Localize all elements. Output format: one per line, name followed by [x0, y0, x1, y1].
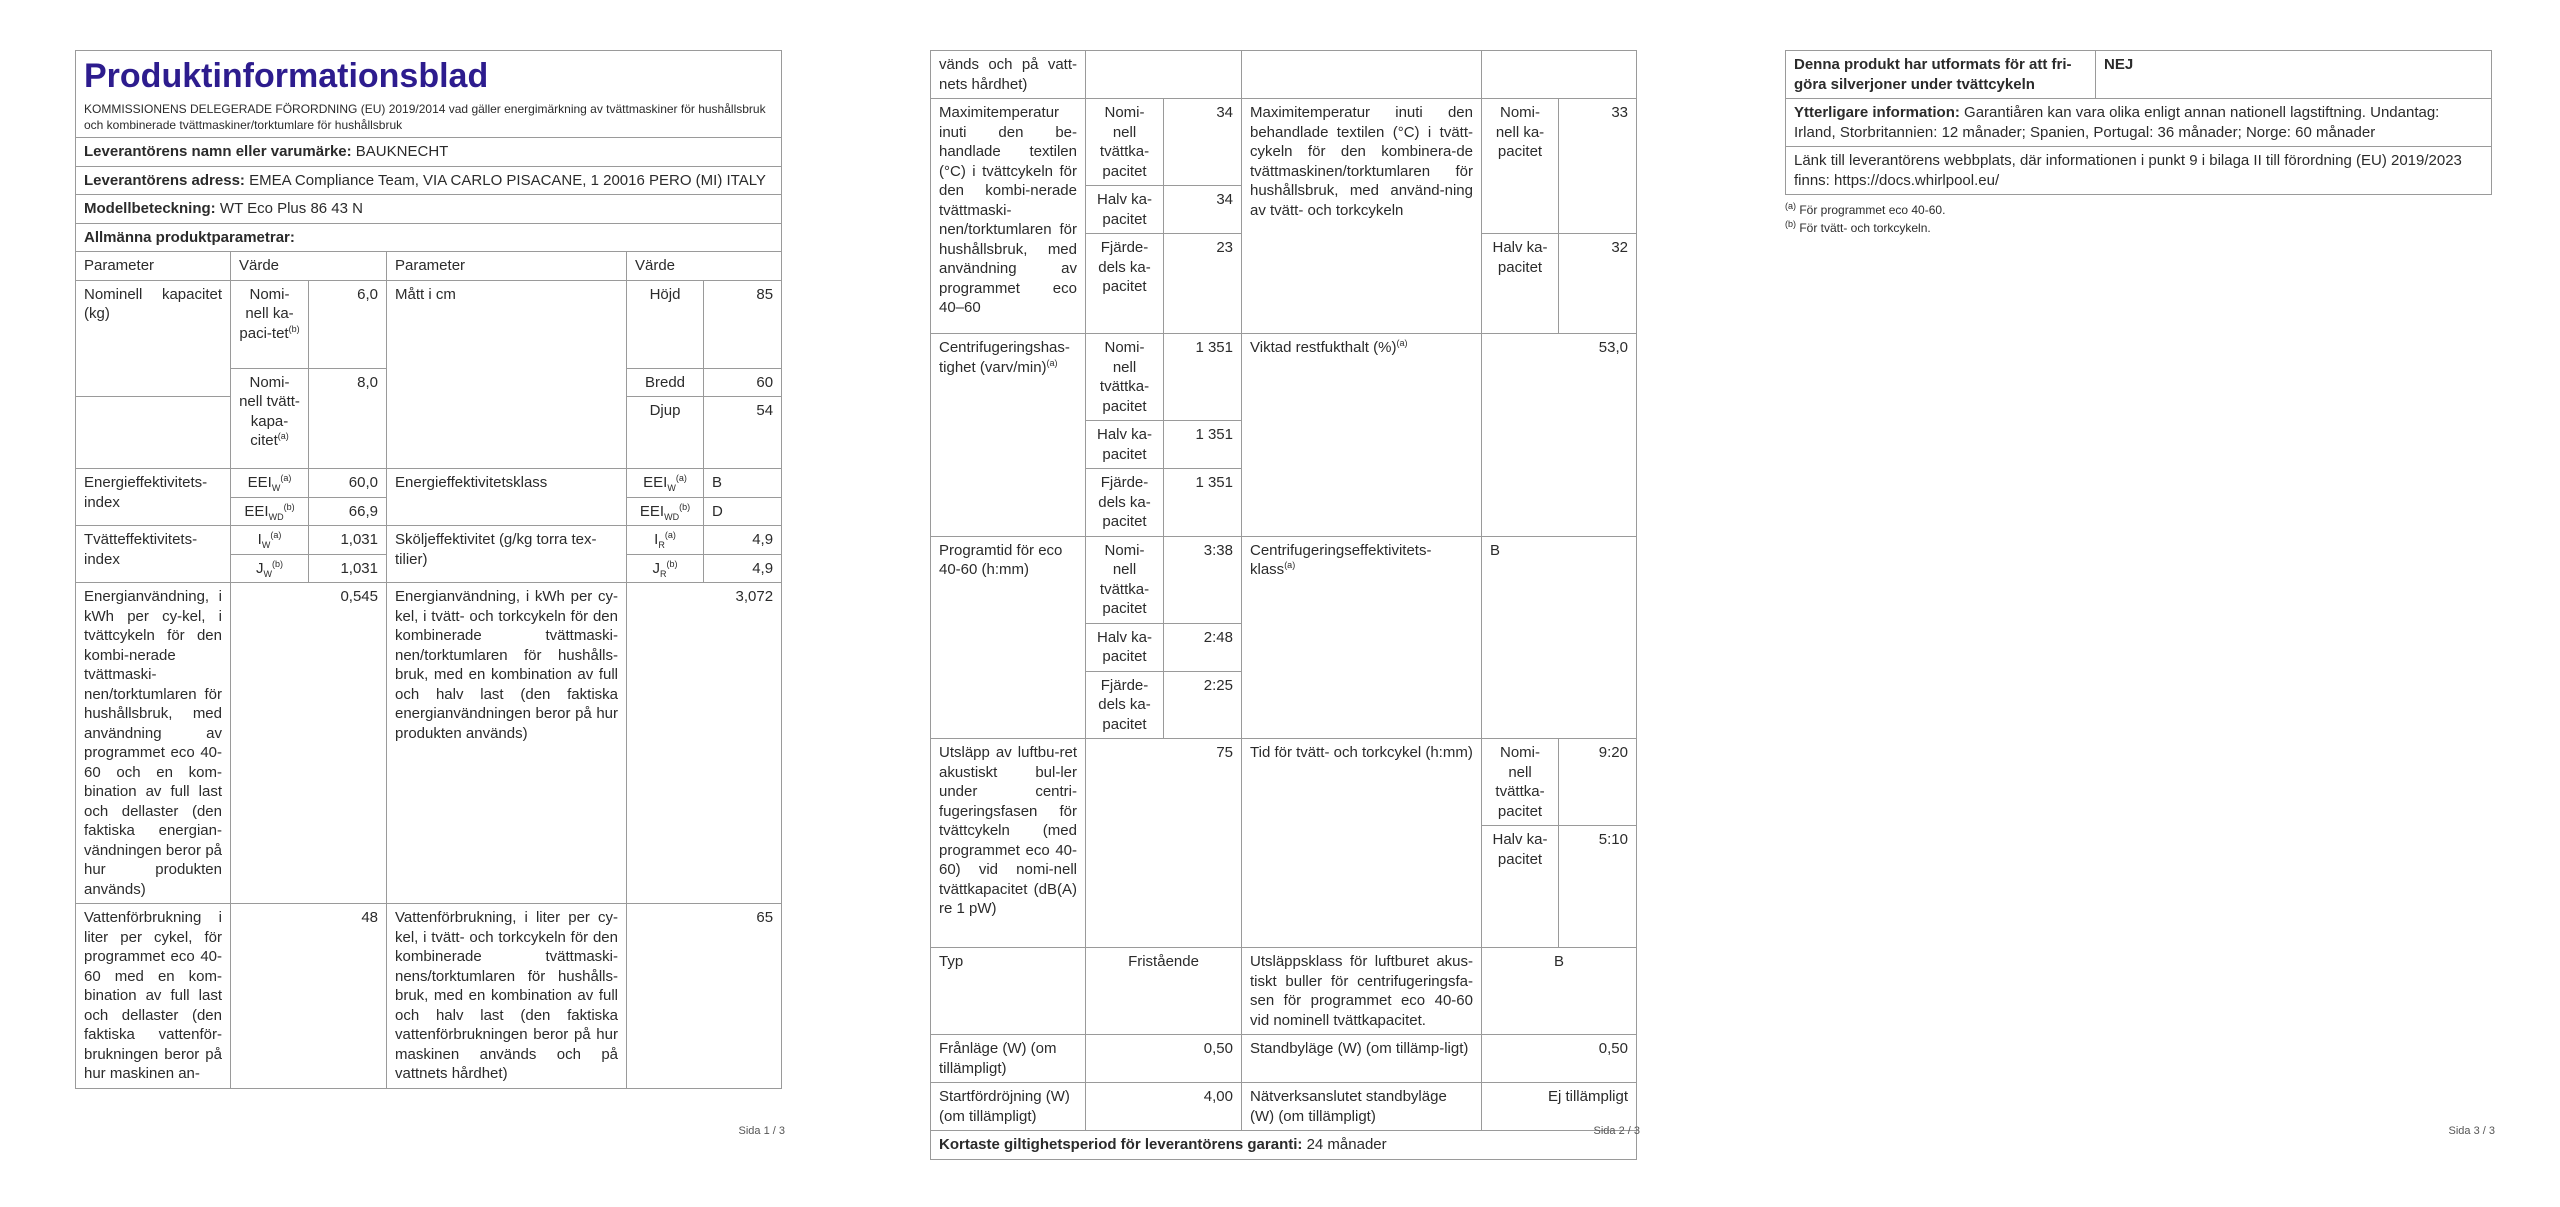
col-header-param-2: Parameter — [387, 252, 627, 281]
footnote-a: $^{(a)}$ För programmet eco 40-60. — [1785, 201, 1946, 217]
duration-label: Programtid för eco 40-60 (h:mm) — [931, 536, 1086, 739]
extra-info-label: Ytterligare information: — [1794, 104, 1960, 121]
delay-start-value: 4,00 — [1086, 1083, 1242, 1131]
height-value: 85 — [704, 280, 782, 368]
network-standby-label: Nätverksanslutet standbyläge (W) (om tillämpligt) — [1242, 1083, 1482, 1131]
col-header-value: Värde — [231, 252, 387, 281]
nominal-wash-capacity-label: Nomi-nell tvätt-kapa-citet$^{(a)}$ — [231, 368, 309, 469]
off-mode-value: 0,50 — [1086, 1035, 1242, 1083]
eei-wd-value: 66,9 — [309, 497, 387, 526]
maxtemp-quarter-label: Fjärde-dels ka-pacitet — [1086, 234, 1164, 334]
warranty-value: 24 månader — [1306, 1136, 1387, 1153]
energy-combined-label: Energianvändning, i kWh per cy-kel, i tvätt- och torkcykeln för den kombinerade tvättmaski-nen/torktumlaren för hushålls-bruk, med en kombination av full och halv last (den faktiska energianvändningen beror på hur produkten används) — [387, 583, 627, 904]
duration-nominal-label: Nomi-nell tvättka-pacitet — [1086, 536, 1164, 623]
product-info-table-page-2 — [930, 50, 1637, 1160]
model-row — [76, 195, 782, 224]
supplier-link-row — [1786, 147, 2492, 195]
water-combined-cont — [1242, 51, 1482, 99]
rinse-label: Sköljeffektivitet (g/kg torra tex-tilier) — [387, 526, 627, 583]
nominal-capacity-value: 6,0 — [309, 280, 387, 368]
page-2 — [930, 0, 1640, 1207]
eei-class-wd-label: $EEI_{WD}^{(b)}$ — [627, 497, 704, 526]
general-params-heading: Allmänna produktparametrar: — [76, 223, 782, 252]
page-number-2: Sida 2 / 3 — [1593, 1125, 1640, 1137]
spin-half-value: 1 351 — [1164, 421, 1242, 469]
maxtemp-nominal-value: 34 — [1164, 99, 1242, 186]
iw-label: $I_W^{(a)}$ — [231, 526, 309, 555]
eei-w-value: 60,0 — [309, 469, 387, 498]
noise-class-label: Utsläppsklass för luftburet akus-tiskt buller för centrifugeringsfa-sen för programmet eco 40-60 vid nominell tvättkapacitet. — [1242, 948, 1482, 1035]
maxtemp-combined-nominal-label: Nomi-nell ka-pacitet — [1482, 99, 1559, 234]
duration-quarter-label: Fjärde-dels ka-pacitet — [1086, 671, 1164, 739]
delay-start-label: Startfördröjning (W) (om tillämpligt) — [931, 1083, 1086, 1131]
cycle-time-nominal-label: Nomi-nell tvättka-pacitet — [1482, 739, 1559, 826]
eei-class-wd-value: D — [704, 497, 782, 526]
network-standby-value: Ej tillämpligt — [1482, 1083, 1637, 1131]
maxtemp-combined-half-label: Halv ka-pacitet — [1482, 234, 1559, 334]
footnotes — [1785, 201, 2495, 237]
cycle-time-half-value: 5:10 — [1559, 826, 1637, 948]
eei-label: Energieffektivitets-index — [76, 469, 231, 526]
water-combined-value: 65 — [627, 904, 782, 1089]
maxtemp-combined-nominal-value: 33 — [1559, 99, 1637, 234]
supplier-label: Leverantörens namn eller varumärke: — [84, 143, 352, 160]
maxtemp-combined-label: Maximitemperatur inuti den behandlade textilen (°C) i tvätt-cykeln för den kombinera-de tvättmaskinen/torktumlaren för hushållsbruk, med använd-ning av tvätt- och torkcykeln — [1242, 99, 1482, 334]
depth-label: Djup — [627, 397, 704, 469]
col-header-value-2: Värde — [627, 252, 782, 281]
silver-ions-value: NEJ — [2096, 51, 2492, 99]
maxtemp-quarter-value: 23 — [1164, 234, 1242, 334]
extra-info-row — [1786, 99, 2492, 147]
cycle-time-half-label: Halv ka-pacitet — [1482, 826, 1559, 948]
spin-label: Centrifugeringshas-tighet (varv/min)$^{(a)}$ — [931, 334, 1086, 537]
spin-class-value: B — [1482, 536, 1637, 739]
moisture-label: Viktad restfukthalt (%)$^{(a)}$ — [1242, 334, 1482, 537]
dimensions-label: Mått i cm — [387, 280, 627, 469]
regulation-text: KOMMISSIONENS DELEGERADE FÖRORDNING (EU) 2019/2014 vad gäller energimärkning av tvättmaskiner för hushållsbruk och kombinerade tvättmaskiner/torktumlare för hushållsbruk — [84, 102, 766, 132]
water-combined-value-cont — [1482, 51, 1637, 99]
jw-label: $J_W^{(b)}$ — [231, 554, 309, 583]
address-row — [76, 166, 782, 195]
page-1 — [75, 0, 785, 1207]
standby-value: 0,50 — [1482, 1035, 1637, 1083]
jr-value: 4,9 — [704, 554, 782, 583]
off-mode-label: Frånläge (W) (om tillämpligt) — [931, 1035, 1086, 1083]
col-header-param: Parameter — [76, 252, 231, 281]
spin-quarter-label: Fjärde-dels ka-pacitet — [1086, 469, 1164, 537]
maxtemp-half-value: 34 — [1164, 186, 1242, 234]
supplier-value: BAUKNECHT — [355, 143, 449, 160]
water-wash-value: 48 — [231, 904, 387, 1089]
water-value-cont — [1086, 51, 1242, 99]
ir-value: 4,9 — [704, 526, 782, 555]
type-value: Fristående — [1086, 948, 1242, 1035]
energy-combined-value: 3,072 — [627, 583, 782, 904]
duration-nominal-value: 3:38 — [1164, 536, 1242, 623]
water-combined-label: Vattenförbrukning, i liter per cy-kel, i tvätt- och torkcykeln för den kombinerade tvättmaski-nens/torktumlaren för hushålls-bruk, med en kombination av full och halv last (den faktiska vattenförbrukningen beror på hur maskinen används och på vattnets hårdhet) — [387, 904, 627, 1089]
duration-half-value: 2:48 — [1164, 623, 1242, 671]
warranty-label: Kortaste giltighetsperiod för leverantörens garanti: — [939, 1136, 1303, 1153]
maxtemp-half-label: Halv ka-pacitet — [1086, 186, 1164, 234]
model-label: Modellbeteckning: — [84, 200, 216, 217]
eei-class-w-value: B — [704, 469, 782, 498]
eei-wd-label: $EEI_{WD}^{(b)}$ — [231, 497, 309, 526]
product-info-table-page-3 — [1785, 50, 2492, 195]
silver-ions-label: Denna produkt har utformats för att fri-göra silverjoner under tvättcykeln — [1786, 51, 2096, 99]
page-3 — [1785, 0, 2495, 1207]
spin-nominal-value: 1 351 — [1164, 334, 1242, 421]
width-label: Bredd — [627, 368, 704, 397]
eei-w-label: $EEI_W^{(a)}$ — [231, 469, 309, 498]
water-wash-label: Vattenförbrukning i liter per cykel, för programmet eco 40-60 med en kom-bination av full last och dellaster (den faktiska vattenför-brukningen beror på hur maskinen an- — [76, 904, 231, 1089]
height-label: Höjd — [627, 280, 704, 368]
maxtemp-combined-half-value: 32 — [1559, 234, 1637, 334]
width-value: 60 — [704, 368, 782, 397]
maxtemp-nominal-label: Nomi-nell tvättka-pacitet — [1086, 99, 1164, 186]
footnote-b: $^{(b)}$ För tvätt- och torkcykeln. — [1785, 219, 1931, 235]
model-value: WT Eco Plus 86 43 N — [219, 200, 363, 217]
warranty-row — [931, 1131, 1637, 1160]
address-label: Leverantörens adress: — [84, 171, 245, 189]
noise-value: 75 — [1086, 739, 1242, 948]
header-cell — [76, 51, 782, 138]
spin-class-label: Centrifugeringseffektivitets-klass$^{(a)}$ — [1242, 536, 1482, 739]
water-label-cont: vänds och på vatt-nets hårdhet) — [931, 51, 1086, 99]
spin-nominal-label: Nomi-nell tvättka-pacitet — [1086, 334, 1164, 421]
energy-wash-label: Energianvändning, i kWh per cy-kel, i tvättcykeln för den kombi-nerade tvättmaski-nen/torktumlaren för hushållsbruk, med användning av programmet eco 40-60 och en kom-bination av full last och dellaster (den faktiska energian-vändningen beror på hur produkten används) — [76, 583, 231, 904]
noise-label: Utsläpp av luftbu-ret akustiskt bul-ler under centri-fugeringsfasen för tvättcykeln (med programmet eco 40-60) vid nomi-nell tvättkapacitet (dB(A) re 1 pW) — [931, 739, 1086, 948]
supplier-row — [76, 138, 782, 167]
ir-label: $I_R^{(a)}$ — [627, 526, 704, 555]
energy-wash-value: 0,545 — [231, 583, 387, 904]
capacity-label: Nominell kapacitet (kg) — [76, 280, 231, 397]
nominal-wash-capacity-value: 8,0 — [309, 368, 387, 469]
cycle-time-nominal-value: 9:20 — [1559, 739, 1637, 826]
noise-class-value: B — [1482, 948, 1637, 1035]
jr-label: $J_R^{(b)}$ — [627, 554, 704, 583]
page-number-3: Sida 3 / 3 — [2448, 1125, 2495, 1137]
nominal-capacity-label: Nomi-nell ka-paci-tet$^{(b)}$ — [231, 280, 309, 368]
duration-half-label: Halv ka-pacitet — [1086, 623, 1164, 671]
jw-value: 1,031 — [309, 554, 387, 583]
eei-class-w-label: $EEI_W^{(a)}$ — [627, 469, 704, 498]
address-value: EMEA Compliance Team, VIA CARLO PISACANE, 1 20016 PERO (MI) ITALY — [249, 171, 766, 189]
moisture-value: 53,0 — [1482, 334, 1637, 537]
type-label: Typ — [931, 948, 1086, 1035]
iw-value: 1,031 — [309, 526, 387, 555]
depth-value: 54 — [704, 397, 782, 469]
wash-eff-label: Tvätteffektivitets-index — [76, 526, 231, 583]
duration-quarter-value: 2:25 — [1164, 671, 1242, 739]
eei-class-label: Energieffektivitetsklass — [387, 469, 627, 526]
cycle-time-label: Tid för tvätt- och torkcykel (h:mm) — [1242, 739, 1482, 948]
supplier-link-text: Länk till leverantörens webbplats, där informationen i punkt 9 i bilaga II till förordning (EU) 2019/2023 finns: — [1794, 152, 2462, 189]
page-title: Produktinformationsblad — [84, 57, 489, 95]
maxtemp-label: Maximitemperatur inuti den be-handlade textilen (°C) i tvättcykeln för den kombi-nerade tvättmaski-nen/torktumlaren för hushållsbruk, med användning av programmet eco 40–60 — [931, 99, 1086, 334]
standby-label: Standbyläge (W) (om tillämp-ligt) — [1242, 1035, 1482, 1083]
spin-quarter-value: 1 351 — [1164, 469, 1242, 537]
page-number-1: Sida 1 / 3 — [738, 1125, 785, 1137]
supplier-link-url[interactable]: https://docs.whirlpool.eu/ — [1834, 171, 2000, 189]
spin-half-label: Halv ka-pacitet — [1086, 421, 1164, 469]
extra-info-value: Garantiåren kan vara olika enligt annan nationell lagstiftning. Undantag: Irland, Storbritannien: 12 månader; Spanien, Portugal: 36 månader; Norge: 60 månader — [1794, 104, 2440, 141]
product-info-table-page-1 — [75, 50, 782, 1089]
capacity-label-cont — [76, 397, 231, 469]
